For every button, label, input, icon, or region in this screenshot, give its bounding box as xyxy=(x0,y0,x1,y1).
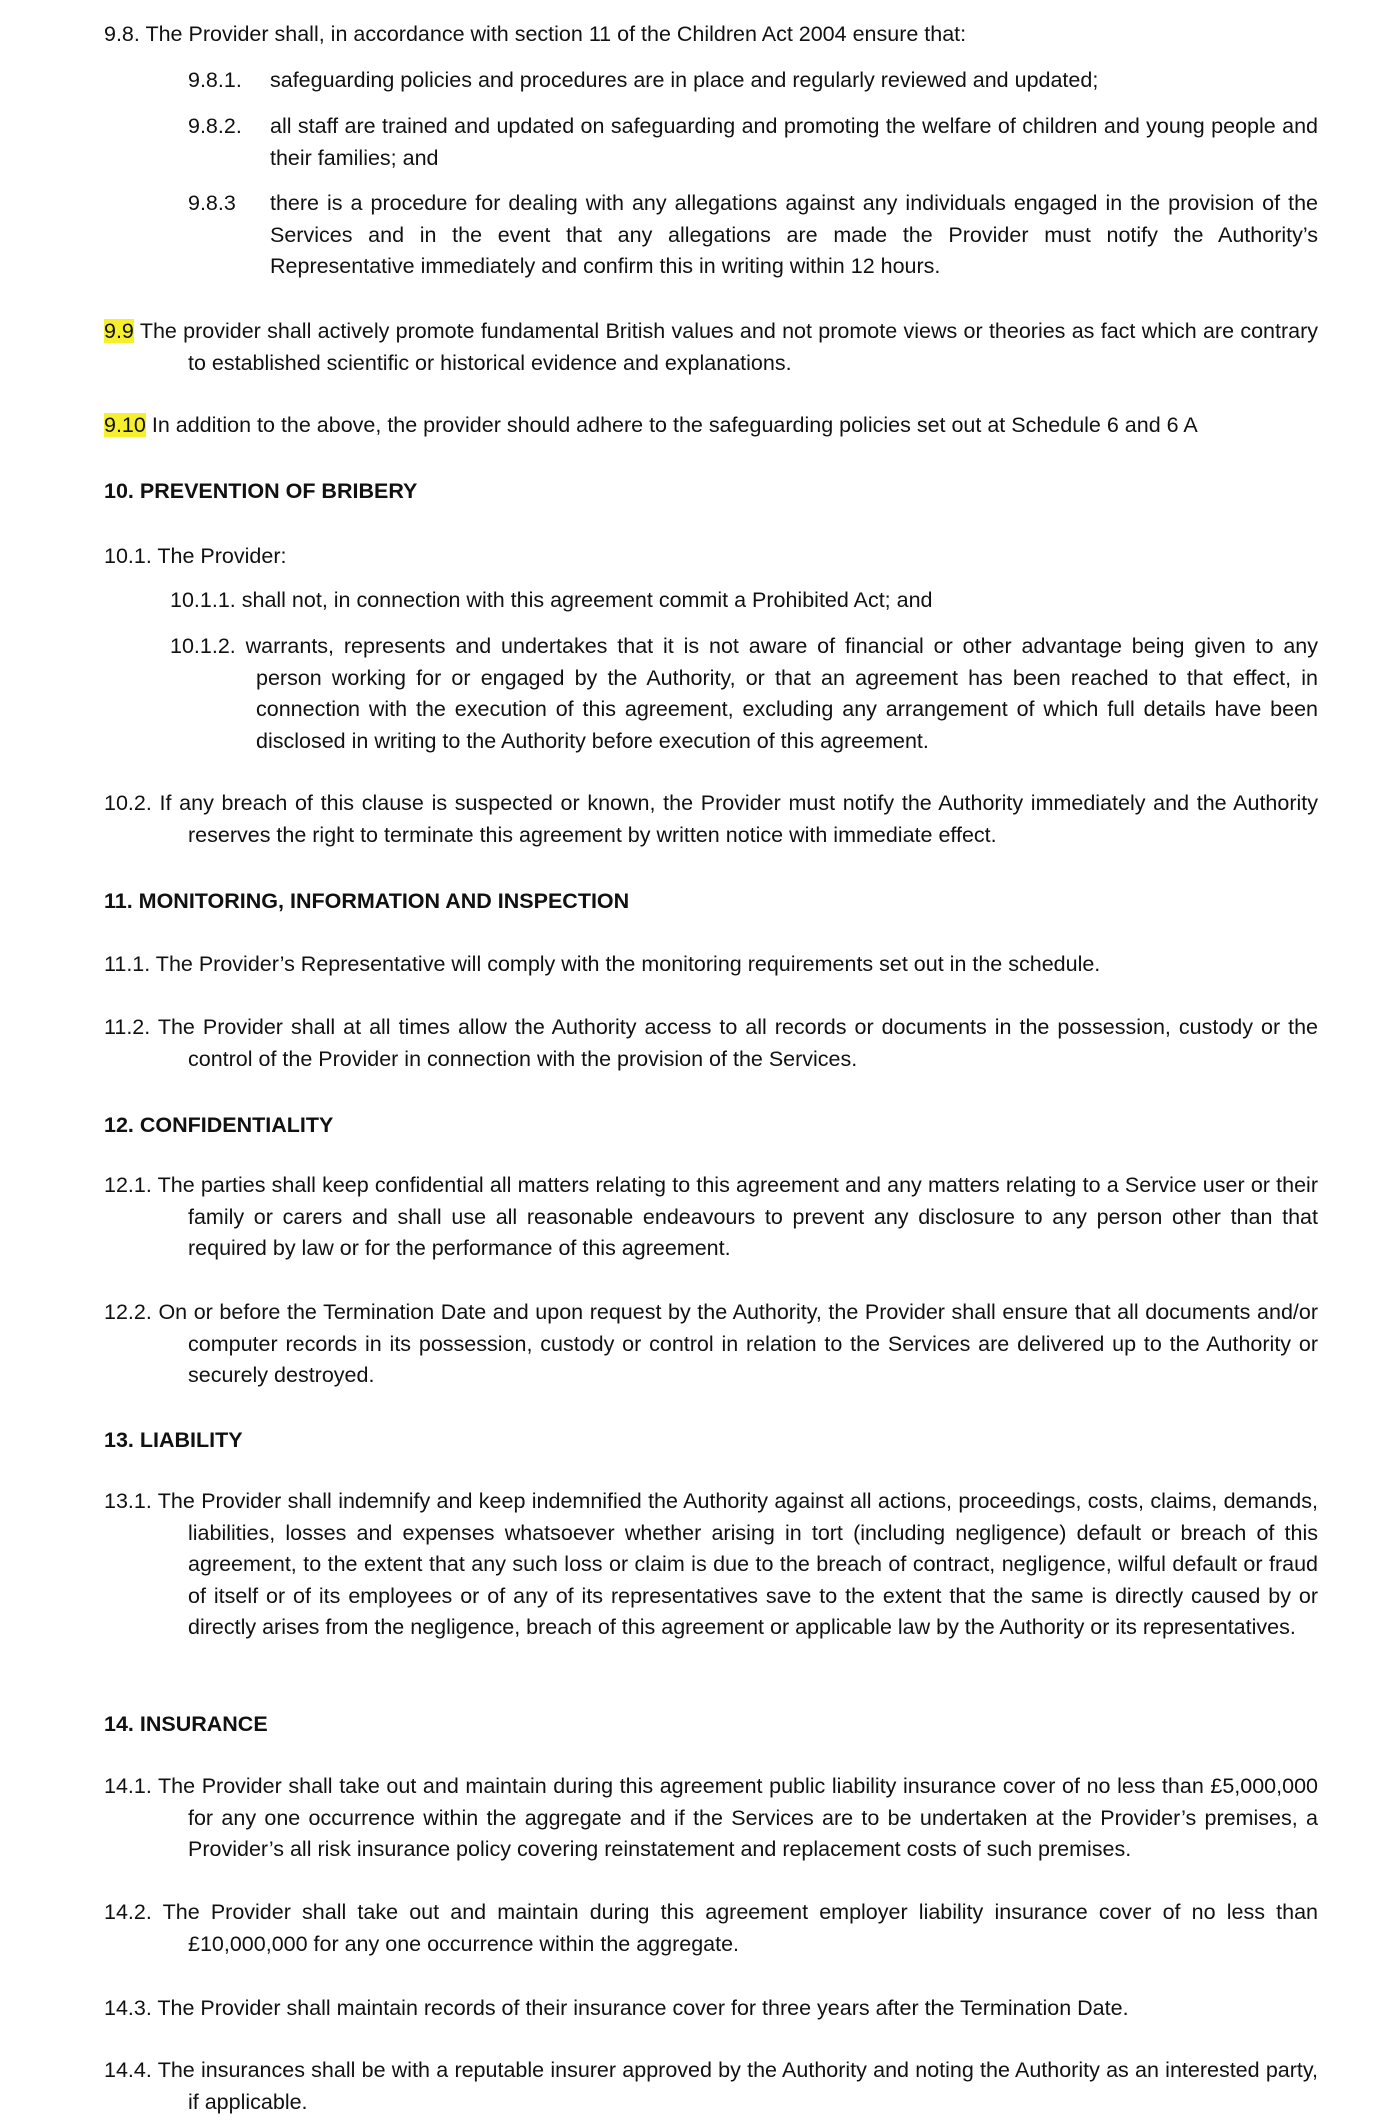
clause-text: there is a procedure for dealing with any allegations against any individuals engaged in the provision of the Services and in the event that any allegations are made the Provider must notify the Authority’s Representative immediately and confirm this in writing within 12 hours. xyxy=(270,191,1318,278)
clause-number: 9.8. xyxy=(104,22,140,46)
section-heading-12: 12. CONFIDENTIALITY xyxy=(104,1113,334,1137)
clause-9-8-1 xyxy=(0,65,1400,97)
clause-number: 10.1.1. xyxy=(170,588,236,612)
clause-13-1 xyxy=(0,1486,1400,1644)
clause-number: 11.2. xyxy=(104,1015,151,1039)
clause-10-2 xyxy=(0,788,1400,851)
highlighted-clause-number: 9.9 xyxy=(104,319,134,343)
clause-9-9 xyxy=(0,316,1400,379)
clause-10-1-1 xyxy=(0,585,1400,617)
clause-11-1: 11.1. The Provider’s Representative will comply with the monitoring requirements set out in the schedule. xyxy=(104,952,1101,976)
highlighted-clause-number: 9.10 xyxy=(104,413,146,437)
section-heading-13: 13. LIABILITY xyxy=(104,1428,243,1452)
clause-12-2 xyxy=(0,1297,1400,1392)
clause-text: The Provider shall take out and maintain during this agreement public liability insurance cover of no less than £5,000,000 for any one occurrence within the aggregate and if the Services are to be undertaken at the Provider’s premises, a Provider’s all risk insurance policy covering reinstatement and replacement costs of such premises. xyxy=(158,1774,1318,1861)
clause-text: The Provider shall indemnify and keep indemnified the Authority against all actions, proceedings, costs, claims, demands, liabilities, losses and expenses whatsoever whether arising in tort (including negligence) default or breach of this agreement, to the extent that any such loss or claim is due to the breach of contract, negligence, wilful default or fraud of itself or of its employees or of any of its representatives save to the extent that the same is directly caused by or directly arises from the negligence, breach of this agreement or applicable law by the Authority or its representatives. xyxy=(157,1489,1318,1639)
clause-14-3: 14.3. The Provider shall maintain records of their insurance cover for three years after the Termination Date. xyxy=(104,1996,1129,2020)
clause-number: 9.8.2. xyxy=(188,114,242,138)
clause-14-2 xyxy=(0,1897,1400,1960)
clause-12-1 xyxy=(0,1170,1400,1265)
section-heading-10: 10. PREVENTION OF BRIBERY xyxy=(104,479,418,503)
clause-10-1-2 xyxy=(0,631,1400,757)
clause-9-10 xyxy=(104,410,1198,442)
clause-number: 10.2. xyxy=(104,791,152,815)
clause-number: 14.1. xyxy=(104,1774,152,1798)
clause-9-8-3 xyxy=(0,188,1400,283)
clause-number: 12.1. xyxy=(104,1173,152,1197)
clause-text: shall not, in connection with this agreement commit a Prohibited Act; and xyxy=(241,588,933,612)
clause-text: safeguarding policies and procedures are in place and regularly reviewed and updated; xyxy=(270,68,1099,92)
clause-text: The Provider shall at all times allow the Authority access to all records or documents in the possession, custody or the control of the Provider in connection with the provision of the Services. xyxy=(157,1015,1318,1071)
clause-11-2 xyxy=(0,1012,1400,1075)
clause-text: On or before the Termination Date and upon request by the Authority, the Provider shall ensure that all documents and/or computer records in its possession, custody or control in relation to the Services are delivered up to the Authority or securely destroyed. xyxy=(158,1300,1318,1387)
clause-number: 14.2. xyxy=(104,1900,152,1924)
clause-number: 13.1. xyxy=(104,1489,152,1513)
clause-text: all staff are trained and updated on safeguarding and promoting the welfare of children and young people and their families; and xyxy=(270,114,1318,170)
clause-number: 14.4. xyxy=(104,2058,152,2082)
clause-10-1: 10.1. The Provider: xyxy=(104,544,287,568)
clause-14-4 xyxy=(0,2055,1400,2118)
clause-number: 9.8.1. xyxy=(188,68,242,92)
clause-text: The provider shall actively promote fundamental British values and not promote views or theories as fact which are contrary to established scientific or historical evidence and explanations. xyxy=(139,319,1318,375)
clause-text: The Provider shall take out and maintain during this agreement employer liability insurance cover of no less than £10,000,000 for any one occurrence within the aggregate. xyxy=(162,1900,1318,1956)
clause-number: 9.8.3 xyxy=(188,191,236,215)
clause-text: The insurances shall be with a reputable insurer approved by the Authority and noting the Authority as an interested party, if applicable. xyxy=(157,2058,1318,2114)
clause-text: The Provider shall, in accordance with section 11 of the Children Act 2004 ensure that: xyxy=(145,22,967,46)
clause-9-8-2 xyxy=(0,111,1400,174)
section-heading-14: 14. INSURANCE xyxy=(104,1712,268,1736)
clause-text: In addition to the above, the provider should adhere to the safeguarding policies set out at Schedule 6 and 6 A xyxy=(151,413,1198,437)
clause-text: warrants, represents and undertakes that it is not aware of financial or other advantage being given to any person working for or engaged by the Authority, or that an agreement has been reached to that effect, in connection with the execution of this agreement, excluding any arrangement of which full details have been disclosed in writing to the Authority before execution of this agreement. xyxy=(245,634,1318,753)
clause-number: 10.1.2. xyxy=(170,634,236,658)
clause-14-1 xyxy=(0,1771,1400,1866)
clause-text: If any breach of this clause is suspected or known, the Provider must notify the Authority immediately and the Authority reserves the right to terminate this agreement by written notice with immediate effect. xyxy=(159,791,1318,847)
clause-number: 12.2. xyxy=(104,1300,152,1324)
clause-9-8 xyxy=(104,19,966,51)
section-heading-11: 11. MONITORING, INFORMATION AND INSPECTION xyxy=(104,889,630,913)
clause-text: The parties shall keep confidential all matters relating to this agreement and any matters relating to a Service user or their family or carers and shall use all reasonable endeavours to prevent any disclosure to any person other than that required by law or for the performance of this agreement. xyxy=(157,1173,1318,1260)
